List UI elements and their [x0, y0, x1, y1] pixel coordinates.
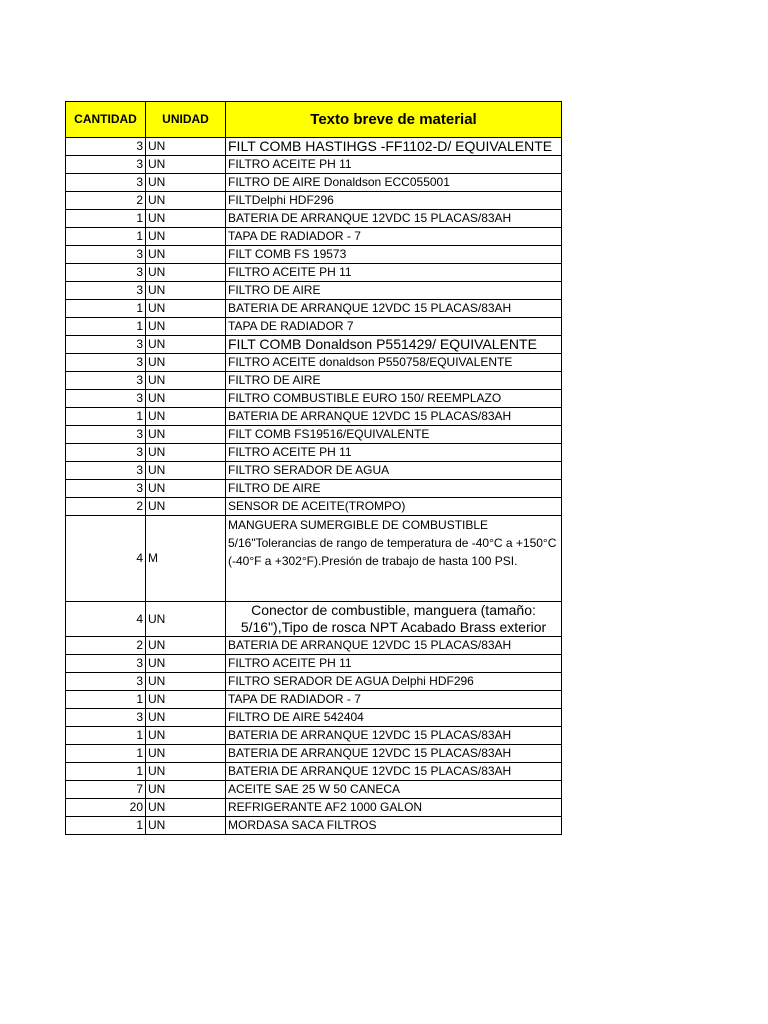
- table-row: [66, 390, 562, 408]
- table-row: [66, 318, 562, 336]
- unit-cell[interactable]: UN: [146, 709, 226, 727]
- description-cell[interactable]: BATERIA DE ARRANQUE 12VDC 15 PLACAS/83AH: [226, 408, 562, 426]
- description-cell[interactable]: TAPA DE RADIADOR - 7: [226, 691, 562, 709]
- qty-cell[interactable]: 1: [66, 318, 146, 336]
- qty-cell[interactable]: 3: [66, 655, 146, 673]
- description-cell[interactable]: FILTRO ACEITE PH 11: [226, 156, 562, 174]
- unit-cell[interactable]: UN: [146, 745, 226, 763]
- qty-cell[interactable]: 3: [66, 156, 146, 174]
- description-cell[interactable]: TAPA DE RADIADOR - 7: [226, 228, 562, 246]
- table-row: [66, 673, 562, 691]
- table-row: [66, 138, 562, 156]
- table-row: [66, 156, 562, 174]
- unit-cell[interactable]: UN: [146, 462, 226, 480]
- unit-cell[interactable]: UN: [146, 480, 226, 498]
- unit-cell[interactable]: UN: [146, 300, 226, 318]
- description-cell[interactable]: FILTRO ACEITE donaldson P550758/EQUIVALENTE: [226, 354, 562, 372]
- materials-table: [65, 101, 562, 835]
- unit-cell[interactable]: UN: [146, 174, 226, 192]
- table-body: [66, 138, 562, 835]
- table-row: [66, 727, 562, 745]
- unit-cell[interactable]: UN: [146, 799, 226, 817]
- unit-cell[interactable]: UN: [146, 336, 226, 354]
- qty-cell[interactable]: 2: [66, 192, 146, 210]
- unit-cell[interactable]: UN: [146, 817, 226, 835]
- unit-cell[interactable]: UN: [146, 781, 226, 799]
- qty-cell[interactable]: 3: [66, 709, 146, 727]
- description-cell[interactable]: FILTRO COMBUSTIBLE EURO 150/ REEMPLAZO: [226, 390, 562, 408]
- description-cell[interactable]: FILTRO ACEITE PH 11: [226, 444, 562, 462]
- qty-cell[interactable]: 3: [66, 444, 146, 462]
- qty-cell[interactable]: 3: [66, 138, 146, 156]
- table-row: [66, 210, 562, 228]
- unit-cell[interactable]: UN: [146, 426, 226, 444]
- qty-cell[interactable]: 1: [66, 408, 146, 426]
- description-cell[interactable]: TAPA DE RADIADOR 7: [226, 318, 562, 336]
- table-row: [66, 691, 562, 709]
- unit-cell[interactable]: UN: [146, 210, 226, 228]
- unit-cell[interactable]: M: [146, 516, 226, 602]
- table-row: [66, 300, 562, 318]
- table-row: [66, 498, 562, 516]
- qty-cell[interactable]: 1: [66, 763, 146, 781]
- description-cell[interactable]: FILTRO DE AIRE 542404: [226, 709, 562, 727]
- qty-cell[interactable]: 3: [66, 246, 146, 264]
- description-cell[interactable]: FILTRO DE AIRE: [226, 372, 562, 390]
- qty-cell[interactable]: 20: [66, 799, 146, 817]
- table-row: [66, 264, 562, 282]
- table-row: [66, 480, 562, 498]
- qty-cell[interactable]: 3: [66, 282, 146, 300]
- header-row: [66, 102, 562, 138]
- header-unidad[interactable]: UNIDAD: [146, 102, 226, 138]
- unit-cell[interactable]: UN: [146, 246, 226, 264]
- description-cell[interactable]: FILTRO SERADOR DE AGUA Delphi HDF296: [226, 673, 562, 691]
- description-cell[interactable]: FILTRO DE AIRE Donaldson ECC055001: [226, 174, 562, 192]
- unit-cell[interactable]: UN: [146, 408, 226, 426]
- table-row: [66, 745, 562, 763]
- description-cell[interactable]: FILT COMB FS19516/EQUIVALENTE: [226, 426, 562, 444]
- unit-cell[interactable]: UN: [146, 282, 226, 300]
- qty-cell[interactable]: 1: [66, 817, 146, 835]
- unit-cell[interactable]: UN: [146, 354, 226, 372]
- table-row: [66, 763, 562, 781]
- qty-cell[interactable]: 3: [66, 372, 146, 390]
- table-row: [66, 228, 562, 246]
- unit-cell[interactable]: UN: [146, 673, 226, 691]
- table-row: [66, 354, 562, 372]
- description-cell[interactable]: FILTDelphi HDF296: [226, 192, 562, 210]
- table-row: [66, 602, 562, 637]
- qty-cell[interactable]: 2: [66, 637, 146, 655]
- qty-cell[interactable]: 4: [66, 602, 146, 637]
- description-cell[interactable]: MORDASA SACA FILTROS: [226, 817, 562, 835]
- table-row: [66, 408, 562, 426]
- unit-cell[interactable]: UN: [146, 228, 226, 246]
- header-texto-breve[interactable]: Texto breve de material: [226, 102, 562, 138]
- unit-cell[interactable]: UN: [146, 602, 226, 637]
- table-row: [66, 372, 562, 390]
- table-row: [66, 246, 562, 264]
- qty-cell[interactable]: 3: [66, 673, 146, 691]
- description-cell[interactable]: FILTRO ACEITE PH 11: [226, 655, 562, 673]
- qty-cell[interactable]: 3: [66, 426, 146, 444]
- unit-cell[interactable]: UN: [146, 637, 226, 655]
- qty-cell[interactable]: 3: [66, 174, 146, 192]
- table-row: [66, 462, 562, 480]
- unit-cell[interactable]: UN: [146, 655, 226, 673]
- description-cell[interactable]: FILT COMB FS 19573: [226, 246, 562, 264]
- description-cell[interactable]: SENSOR DE ACEITE(TROMPO): [226, 498, 562, 516]
- table-row: [66, 799, 562, 817]
- description-cell[interactable]: BATERIA DE ARRANQUE 12VDC 15 PLACAS/83AH: [226, 637, 562, 655]
- qty-cell[interactable]: 3: [66, 390, 146, 408]
- description-cell[interactable]: FILTRO SERADOR DE AGUA: [226, 462, 562, 480]
- description-cell[interactable]: FILT COMB Donaldson P551429/ EQUIVALENTE: [226, 336, 562, 354]
- qty-cell[interactable]: 3: [66, 336, 146, 354]
- qty-cell[interactable]: 3: [66, 480, 146, 498]
- description-cell[interactable]: BATERIA DE ARRANQUE 12VDC 15 PLACAS/83AH: [226, 210, 562, 228]
- qty-cell[interactable]: 1: [66, 745, 146, 763]
- qty-cell[interactable]: 7: [66, 781, 146, 799]
- unit-cell[interactable]: UN: [146, 727, 226, 745]
- unit-cell[interactable]: UN: [146, 390, 226, 408]
- qty-cell[interactable]: 4: [66, 516, 146, 602]
- qty-cell[interactable]: 3: [66, 354, 146, 372]
- table-row: [66, 709, 562, 727]
- qty-cell[interactable]: 1: [66, 727, 146, 745]
- description-cell[interactable]: Conector de combustible, manguera (tamaño: 5/16"),Tipo de rosca NPT Acabado Brass exterior: [226, 602, 562, 637]
- table-row: [66, 637, 562, 655]
- unit-cell[interactable]: UN: [146, 444, 226, 462]
- table-row: [66, 192, 562, 210]
- qty-cell[interactable]: 1: [66, 300, 146, 318]
- unit-cell[interactable]: UN: [146, 138, 226, 156]
- table-row: [66, 781, 562, 799]
- qty-cell[interactable]: 1: [66, 228, 146, 246]
- table-row: [66, 174, 562, 192]
- unit-cell[interactable]: UN: [146, 192, 226, 210]
- description-cell[interactable]: BATERIA DE ARRANQUE 12VDC 15 PLACAS/83AH: [226, 300, 562, 318]
- unit-cell[interactable]: UN: [146, 318, 226, 336]
- unit-cell[interactable]: UN: [146, 691, 226, 709]
- description-cell[interactable]: REFRIGERANTE AF2 1000 GALON: [226, 799, 562, 817]
- qty-cell[interactable]: 1: [66, 691, 146, 709]
- qty-cell[interactable]: 1: [66, 210, 146, 228]
- unit-cell[interactable]: UN: [146, 264, 226, 282]
- description-cell[interactable]: BATERIA DE ARRANQUE 12VDC 15 PLACAS/83AH: [226, 727, 562, 745]
- description-cell[interactable]: FILTRO DE AIRE: [226, 282, 562, 300]
- table-row: [66, 444, 562, 462]
- qty-cell[interactable]: 3: [66, 462, 146, 480]
- description-cell[interactable]: BATERIA DE ARRANQUE 12VDC 15 PLACAS/83AH: [226, 745, 562, 763]
- description-cell[interactable]: FILTRO DE AIRE: [226, 480, 562, 498]
- unit-cell[interactable]: UN: [146, 498, 226, 516]
- description-cell[interactable]: MANGUERA SUMERGIBLE DE COMBUSTIBLE 5/16"Tolerancias de rango de temperatura de -40°C a +150°C (-40°F a +302°F).Presión de trabajo de hasta 100 PSI.: [226, 516, 562, 602]
- unit-cell[interactable]: UN: [146, 763, 226, 781]
- qty-cell[interactable]: 3: [66, 264, 146, 282]
- table-row: [66, 426, 562, 444]
- description-cell[interactable]: FILT COMB HASTIHGS -FF1102-D/ EQUIVALENTE: [226, 138, 562, 156]
- table-row: [66, 516, 562, 602]
- table-row: [66, 817, 562, 835]
- table-row: [66, 282, 562, 300]
- description-cell[interactable]: ACEITE SAE 25 W 50 CANECA: [226, 781, 562, 799]
- table-row: [66, 655, 562, 673]
- description-cell[interactable]: FILTRO ACEITE PH 11: [226, 264, 562, 282]
- description-cell[interactable]: BATERIA DE ARRANQUE 12VDC 15 PLACAS/83AH: [226, 763, 562, 781]
- unit-cell[interactable]: UN: [146, 372, 226, 390]
- qty-cell[interactable]: 2: [66, 498, 146, 516]
- table-row: [66, 336, 562, 354]
- unit-cell[interactable]: UN: [146, 156, 226, 174]
- header-cantidad[interactable]: CANTIDAD: [66, 102, 146, 138]
